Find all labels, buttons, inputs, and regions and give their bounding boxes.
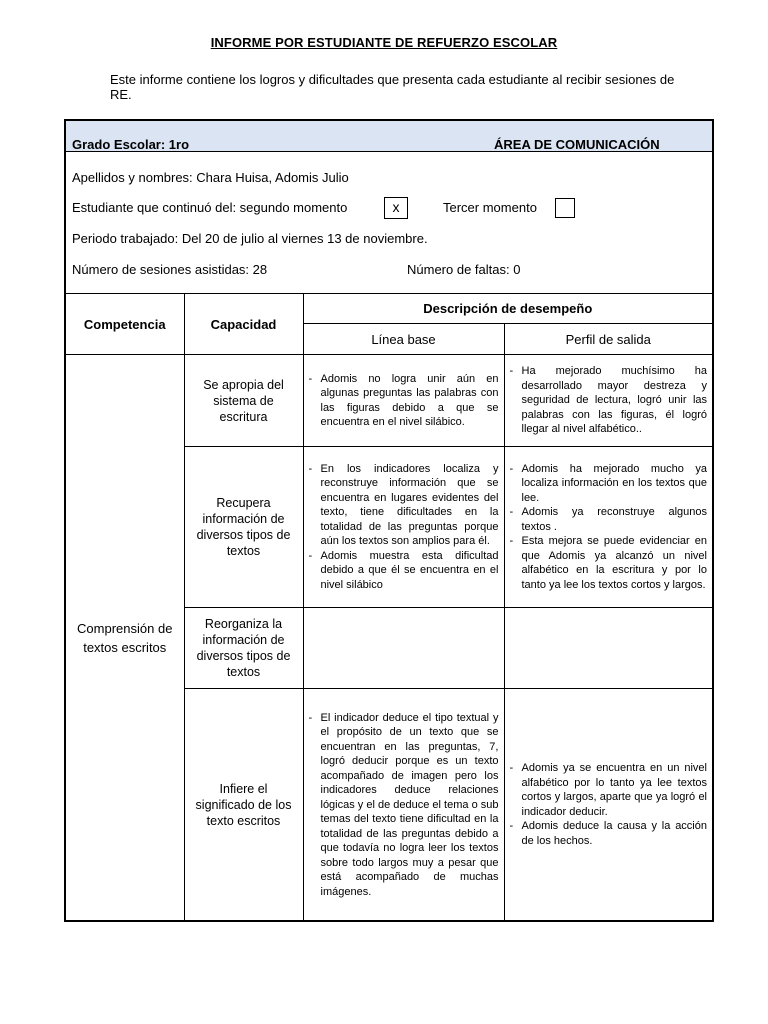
list-item: - El indicador deduce el tipo textual y el propósito de un texto que se encuentran en las preguntas, 7, logró deducir porque es un texto acompañado de imagen pero los indicadores deduce relaciones lógicas y el de deduce el tema o sub temas del texto tiene dificultad en la totalidad de las preguntas debido a que todavía no logra leer los textos sobre todo largos muy a pesar que está acompañado de muchas imágenes. [308, 711, 499, 900]
list-item: - Adomis ha mejorado mucho ya localiza información en los textos que lee. [509, 462, 708, 506]
header-perfil-salida: Perfil de salida [504, 324, 712, 355]
list-item: - Adomis muestra esta dificultad debido a que él se encuentra en el nivel silábico [308, 549, 499, 593]
document-title: INFORME POR ESTUDIANTE DE REFUERZO ESCOLAR [210, 35, 558, 50]
header-competencia: Competencia [66, 294, 184, 355]
list-item: - Ha mejorado muchísimo ha desarrollado mayor destreza y seguridad de lectura, logró unir las palabras con las figuras, él logró llegar al nivel alfabético.. [509, 364, 708, 437]
capacidad-cell: Se apropia del sistema de escritura [184, 355, 303, 447]
capacidad-cell: Infiere el significado de los texto escritos [184, 689, 303, 921]
header-band [66, 121, 712, 152]
list-item: - Adomis ya se encuentra en un nivel alfabético por lo tanto ya lee textos cortos y largos, aparte que ya logró el indicador deducir. [509, 761, 708, 819]
linea-base-cell [303, 689, 504, 921]
grado-escolar: Grado Escolar: 1ro [72, 137, 190, 152]
continuo-label: Estudiante que continuó del: segundo momento [72, 200, 348, 215]
perfil-salida-cell [504, 689, 712, 921]
header-linea-base: Línea base [303, 324, 504, 355]
capacidad-cell: Reorganiza la información de diversos tipos de textos [184, 608, 303, 689]
intro-paragraph: Este informe contiene los logros y dificultades que presenta cada estudiante al recibir sesiones de RE. [110, 72, 675, 102]
list-item: - Adomis ya reconstruye algunos textos . [509, 505, 708, 534]
sesiones-asistidas: Número de sesiones asistidas: 28 [72, 262, 268, 277]
linea-base-cell [303, 447, 504, 608]
segundo-momento-checkbox[interactable]: x [384, 197, 408, 219]
list-item: - Adomis deduce la causa y la acción de los hechos. [509, 819, 708, 848]
performance-table [66, 293, 712, 921]
linea-base-cell [303, 355, 504, 447]
tercer-momento-checkbox[interactable] [555, 198, 575, 218]
numero-faltas: Número de faltas: 0 [407, 262, 521, 277]
tercer-momento-label: Tercer momento [443, 200, 537, 215]
capacidad-cell: Recupera información de diversos tipos de textos [184, 447, 303, 608]
periodo: Periodo trabajado: Del 20 de julio al viernes 13 de noviembre. [72, 231, 428, 246]
header-capacidad: Capacidad [184, 294, 303, 355]
student-name: Apellidos y nombres: Chara Huisa, Adomis Julio [72, 170, 349, 185]
perfil-salida-cell [504, 608, 712, 689]
list-item: - Esta mejora se puede evidenciar en que Adomis ya alcanzó un nivel alfabético en la escritura y por lo tanto ya lee los textos cortos y largos. [509, 534, 708, 592]
area-title: ÁREA DE COMUNICACIÓN [494, 137, 660, 152]
report-frame [64, 119, 714, 922]
competencia-cell: Comprensión de textos escritos [66, 355, 184, 921]
list-item: - En los indicadores localiza y reconstruye información que se encuentra en lugares evidentes del texto, tiene dificultades en la totalidad de las preguntas porque aún los textos son amplios para él. [308, 462, 499, 549]
header-descripcion: Descripción de desempeño [303, 294, 712, 324]
table-row [66, 355, 712, 447]
list-item: - Adomis no logra unir aún en algunas preguntas las palabras con las figuras debido a que se encuentra en el nivel silábico. [308, 372, 499, 430]
perfil-salida-cell [504, 447, 712, 608]
linea-base-cell [303, 608, 504, 689]
perfil-salida-cell [504, 355, 712, 447]
